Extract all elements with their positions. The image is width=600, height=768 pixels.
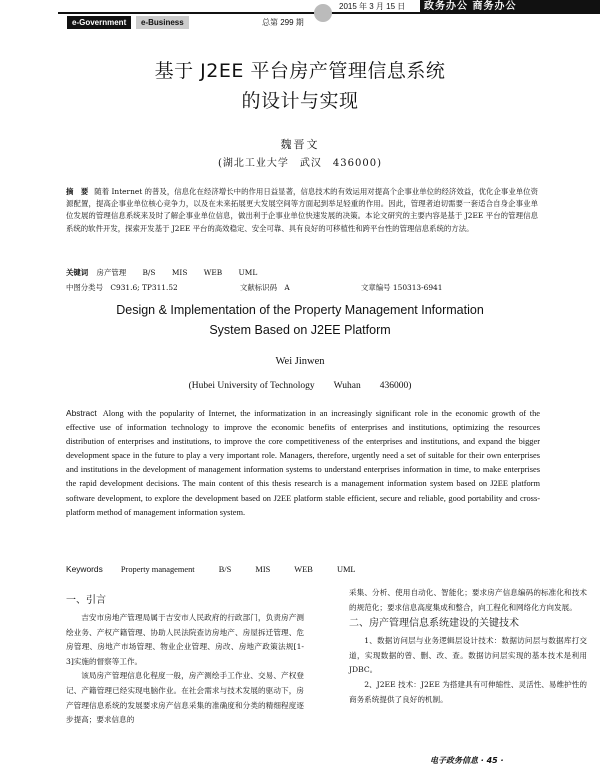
paper-title-cn-line1: 基于 J2EE 平台房产管理信息系统 [154,60,446,82]
abstract-cn-label: 摘 要 [66,187,89,196]
journal-header [0,0,600,36]
body-left-column [66,592,304,728]
issue-number: 总第 299 期 [262,18,304,27]
paper-title-cn [0,56,600,116]
article-number: 文章编号 150313-6941 [361,283,443,292]
keywords-cn [66,267,271,278]
keyword-cn: 房产管理 [96,268,127,277]
body-paragraph: 2、J2EE 技术：J2EE 为搭建具有可伸缩性、灵活性、易维护性的商务系统提供了良好的机制。 [349,679,587,704]
clc-number: 中图分类号 C931.6; TP311.52 [66,283,178,292]
e-government-tag: e-Government [67,16,131,29]
keyword-cn: UML [238,268,258,277]
abstract-en [66,406,540,520]
paper-title-en [0,300,600,340]
document-code: 文献标识码 A [240,283,290,292]
body-paragraph: 1、数据访问层与业务逻辑层设计技术：数据访问层与数据库打交道，实现数据的曾、删、改、查。数据访问层实现的基本技术是利用 JDBC。 [349,636,587,675]
header-circle-ornament [314,4,332,22]
affiliation-cn: (湖北工业大学 武汉 436000) [218,158,382,169]
body-paragraph: 吉安市房地产管理局属于吉安市人民政府的行政部门，负责房产测绘业务、产权产籍管理、协助人民法院查访房地产、房屋拆迁管理、危房管理、房地产市场管理、物业企业管理、房改、房地产政策法规[1-3]实施的督察等工作。 [66,613,304,666]
abstract-cn-text: 随着 Internet 的普及，信息化在经济增长中的作用日益显著，信息技术的有效运用对提高个企事业单位的经济效益，优化企事业单位资源配置，提高企事业单位核心竞争力，以及在未来拓展更大发展空间等方面起到举足轻重的作用。因此，管理者迫切需要一套适合自身企事业单位发展的管理信息系统来及时了解企事业单位信息，做出利于企事业单位快速发展的决策。本论文研究的主要内容是基于 J2EE 平台的管理信息系统的软件开发，探索开发基于 J2EE 平台的高效稳定、安全可靠、具有良好的可移植性和跨平台性的管理信息系统的方法。 [66,187,538,233]
keywords-en-label: Keywords [66,564,103,574]
keyword-en: B/S [218,565,232,574]
issue-date: 2015 年 3 月 15 日 [339,2,406,11]
affiliation-en: (Hubei University of Technology Wuhan 436000) [188,381,412,391]
abstract-en-label: Abstract [66,408,97,418]
keyword-cn: MIS [171,268,188,277]
paper-title-en-line1: Design & Implementation of the Property Management Information [116,303,484,317]
keyword-cn: WEB [203,268,223,277]
author-en: Wei Jinwen [275,356,325,367]
abstract-cn [66,186,538,235]
body-paragraph: 该局房产管理信息化程度一般，房产测绘手工作业、交易、产权登记、产籍管理已经实现电脑作业。在社会需求与技术发展的驱动下，房产管理信息系统的发展要求房产信息采集的准确度和分类的精细程度逐步提高；要求信息的 [66,671,304,725]
section-heading: 二、房产管理信息系统建设的关键技术 [349,618,519,630]
paper-title-cn-line2: 的设计与实现 [241,90,359,112]
keyword-en: WEB [294,565,313,574]
section-heading: 一、引言 [66,595,106,606]
e-business-tag: e-Business [136,16,189,29]
section-brand: 政务办公 商务办公 [420,0,600,13]
body-right-column [349,586,587,707]
page-footer: 电子政务信息 · 45 · [430,756,504,765]
keyword-cn: B/S [142,268,156,277]
keywords-cn-label: 关键词 [66,268,89,277]
abstract-en-text: Along with the popularity of Internet, the informatization in an increasingly significant role in the economic growth of the effective use of information technology to improve the economic benefits of enterprises and institutions, optimizing the resources distribution of enterprises and institutions, to improve the core competitiveness of the enterprises and institutions, and expand the bigger development space in the future to play a very important role. Managers, therefore, urgently need a set of suitable for their own enterprises and institutions in the development of management information systems to understand enterprises information in time, to make enterprises the rapid development decisions. The main content of this thesis research is a management information system based on J2EE platform software development, to explore the development based on J2EE platform stable efficient, secure and reliable, good portability and cross-platform method of management information system. [66,409,540,517]
paper-title-en-line2: System Based on J2EE Platform [209,323,391,337]
keyword-en: Property management [120,565,195,574]
keyword-en: MIS [255,565,271,574]
keywords-en [66,564,378,574]
keyword-en: UML [336,565,356,574]
author-cn: 魏晋文 [280,138,320,151]
body-paragraph: 采集、分析、使用自动化、智能化；要求房产信息编码的标准化和技术的规范化；要求信息高度集成和整合，向工程化和网络化方向发展。 [349,588,587,612]
